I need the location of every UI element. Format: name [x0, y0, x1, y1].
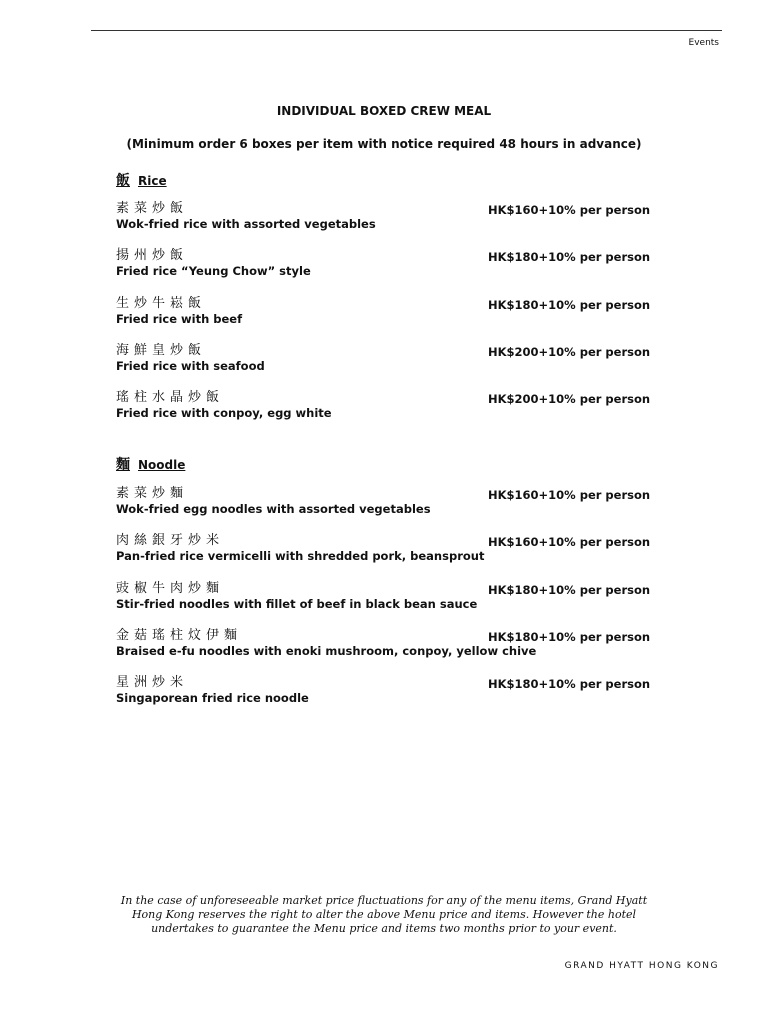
menu-item-en: Fried rice with conpoy, egg white [116, 406, 332, 420]
header-section-label: Events [688, 38, 719, 48]
menu-item-price: HK$180+10% per person [488, 583, 651, 597]
price-disclaimer: In the case of unforeseeable market price fluctuations for any of the menu items, Grand Hyatt Hong Kong reserves the right to alter the above Menu price and items. However the hotel undertakes to guarantee the Menu price and items two months prior to your event. [120, 894, 648, 935]
menu-item-price: HK$180+10% per person [488, 677, 651, 691]
menu-item-en: Fried rice with seafood [116, 359, 265, 373]
section-heading-zh: 飯 [116, 173, 130, 189]
header-rule [91, 30, 722, 31]
menu-item-zh: 素菜炒飯 [116, 201, 189, 216]
menu-item-en: Wok-fried rice with assorted vegetables [116, 217, 376, 231]
menu-item [116, 390, 651, 421]
menu-item-price: HK$160+10% per person [488, 535, 651, 549]
menu-item-zh: 海鮮皇炒飯 [116, 343, 207, 358]
menu-item-en: Pan-fried rice vermicelli with shredded pork, beansprout [116, 549, 485, 563]
menu-item-en: Braised e-fu noodles with enoki mushroom, conpoy, yellow chive [116, 644, 537, 658]
menu-item-price: HK$180+10% per person [488, 250, 651, 264]
menu-item [116, 533, 651, 564]
menu-item-zh: 揚州炒飯 [116, 248, 189, 263]
menu-item [116, 486, 651, 517]
menu-item-price: HK$200+10% per person [488, 345, 651, 359]
section-heading-label: Rice [138, 174, 167, 188]
section-heading-label: Noodle [138, 458, 186, 472]
page-title: INDIVIDUAL BOXED CREW MEAL [276, 104, 492, 118]
section-heading-zh: 麵 [116, 457, 130, 473]
menu-item [116, 248, 651, 279]
menu-item-en: Fried rice “Yeung Chow” style [116, 264, 311, 278]
section-heading-noodle [116, 454, 185, 474]
menu-item [116, 296, 651, 327]
footer-brand: GRAND HYATT HONG KONG [564, 961, 719, 971]
menu-item-en: Fried rice with beef [116, 312, 243, 326]
menu-item [116, 675, 651, 706]
menu-item-price: HK$200+10% per person [488, 392, 651, 406]
menu-item [116, 628, 651, 659]
menu-item-price: HK$160+10% per person [488, 203, 651, 217]
page-subtitle: (Minimum order 6 boxes per item with notice required 48 hours in advance) [126, 137, 642, 151]
menu-item-zh: 肉絲銀牙炒米 [116, 533, 225, 548]
menu-item-en: Stir-fried noodles with fillet of beef in black bean sauce [116, 597, 478, 611]
menu-item-price: HK$180+10% per person [488, 298, 651, 312]
menu-item-zh: 生炒牛崧飯 [116, 296, 207, 311]
menu-item-en: Singaporean fried rice noodle [116, 691, 309, 705]
menu-item-zh: 金菇瑤柱炆伊麵 [116, 628, 243, 643]
menu-item-price: HK$160+10% per person [488, 488, 651, 502]
menu-item [116, 201, 651, 232]
menu-item-zh: 豉椒牛肉炒麵 [116, 581, 225, 596]
menu-item-zh: 瑤柱水晶炒飯 [116, 390, 225, 405]
menu-item-zh: 素菜炒麵 [116, 486, 189, 501]
menu-item-price: HK$180+10% per person [488, 630, 651, 644]
menu-item-en: Wok-fried egg noodles with assorted vegetables [116, 502, 431, 516]
menu-item-zh: 星洲炒米 [116, 675, 189, 690]
menu-item [116, 581, 651, 612]
section-heading-rice [116, 170, 167, 190]
menu-item [116, 343, 651, 374]
